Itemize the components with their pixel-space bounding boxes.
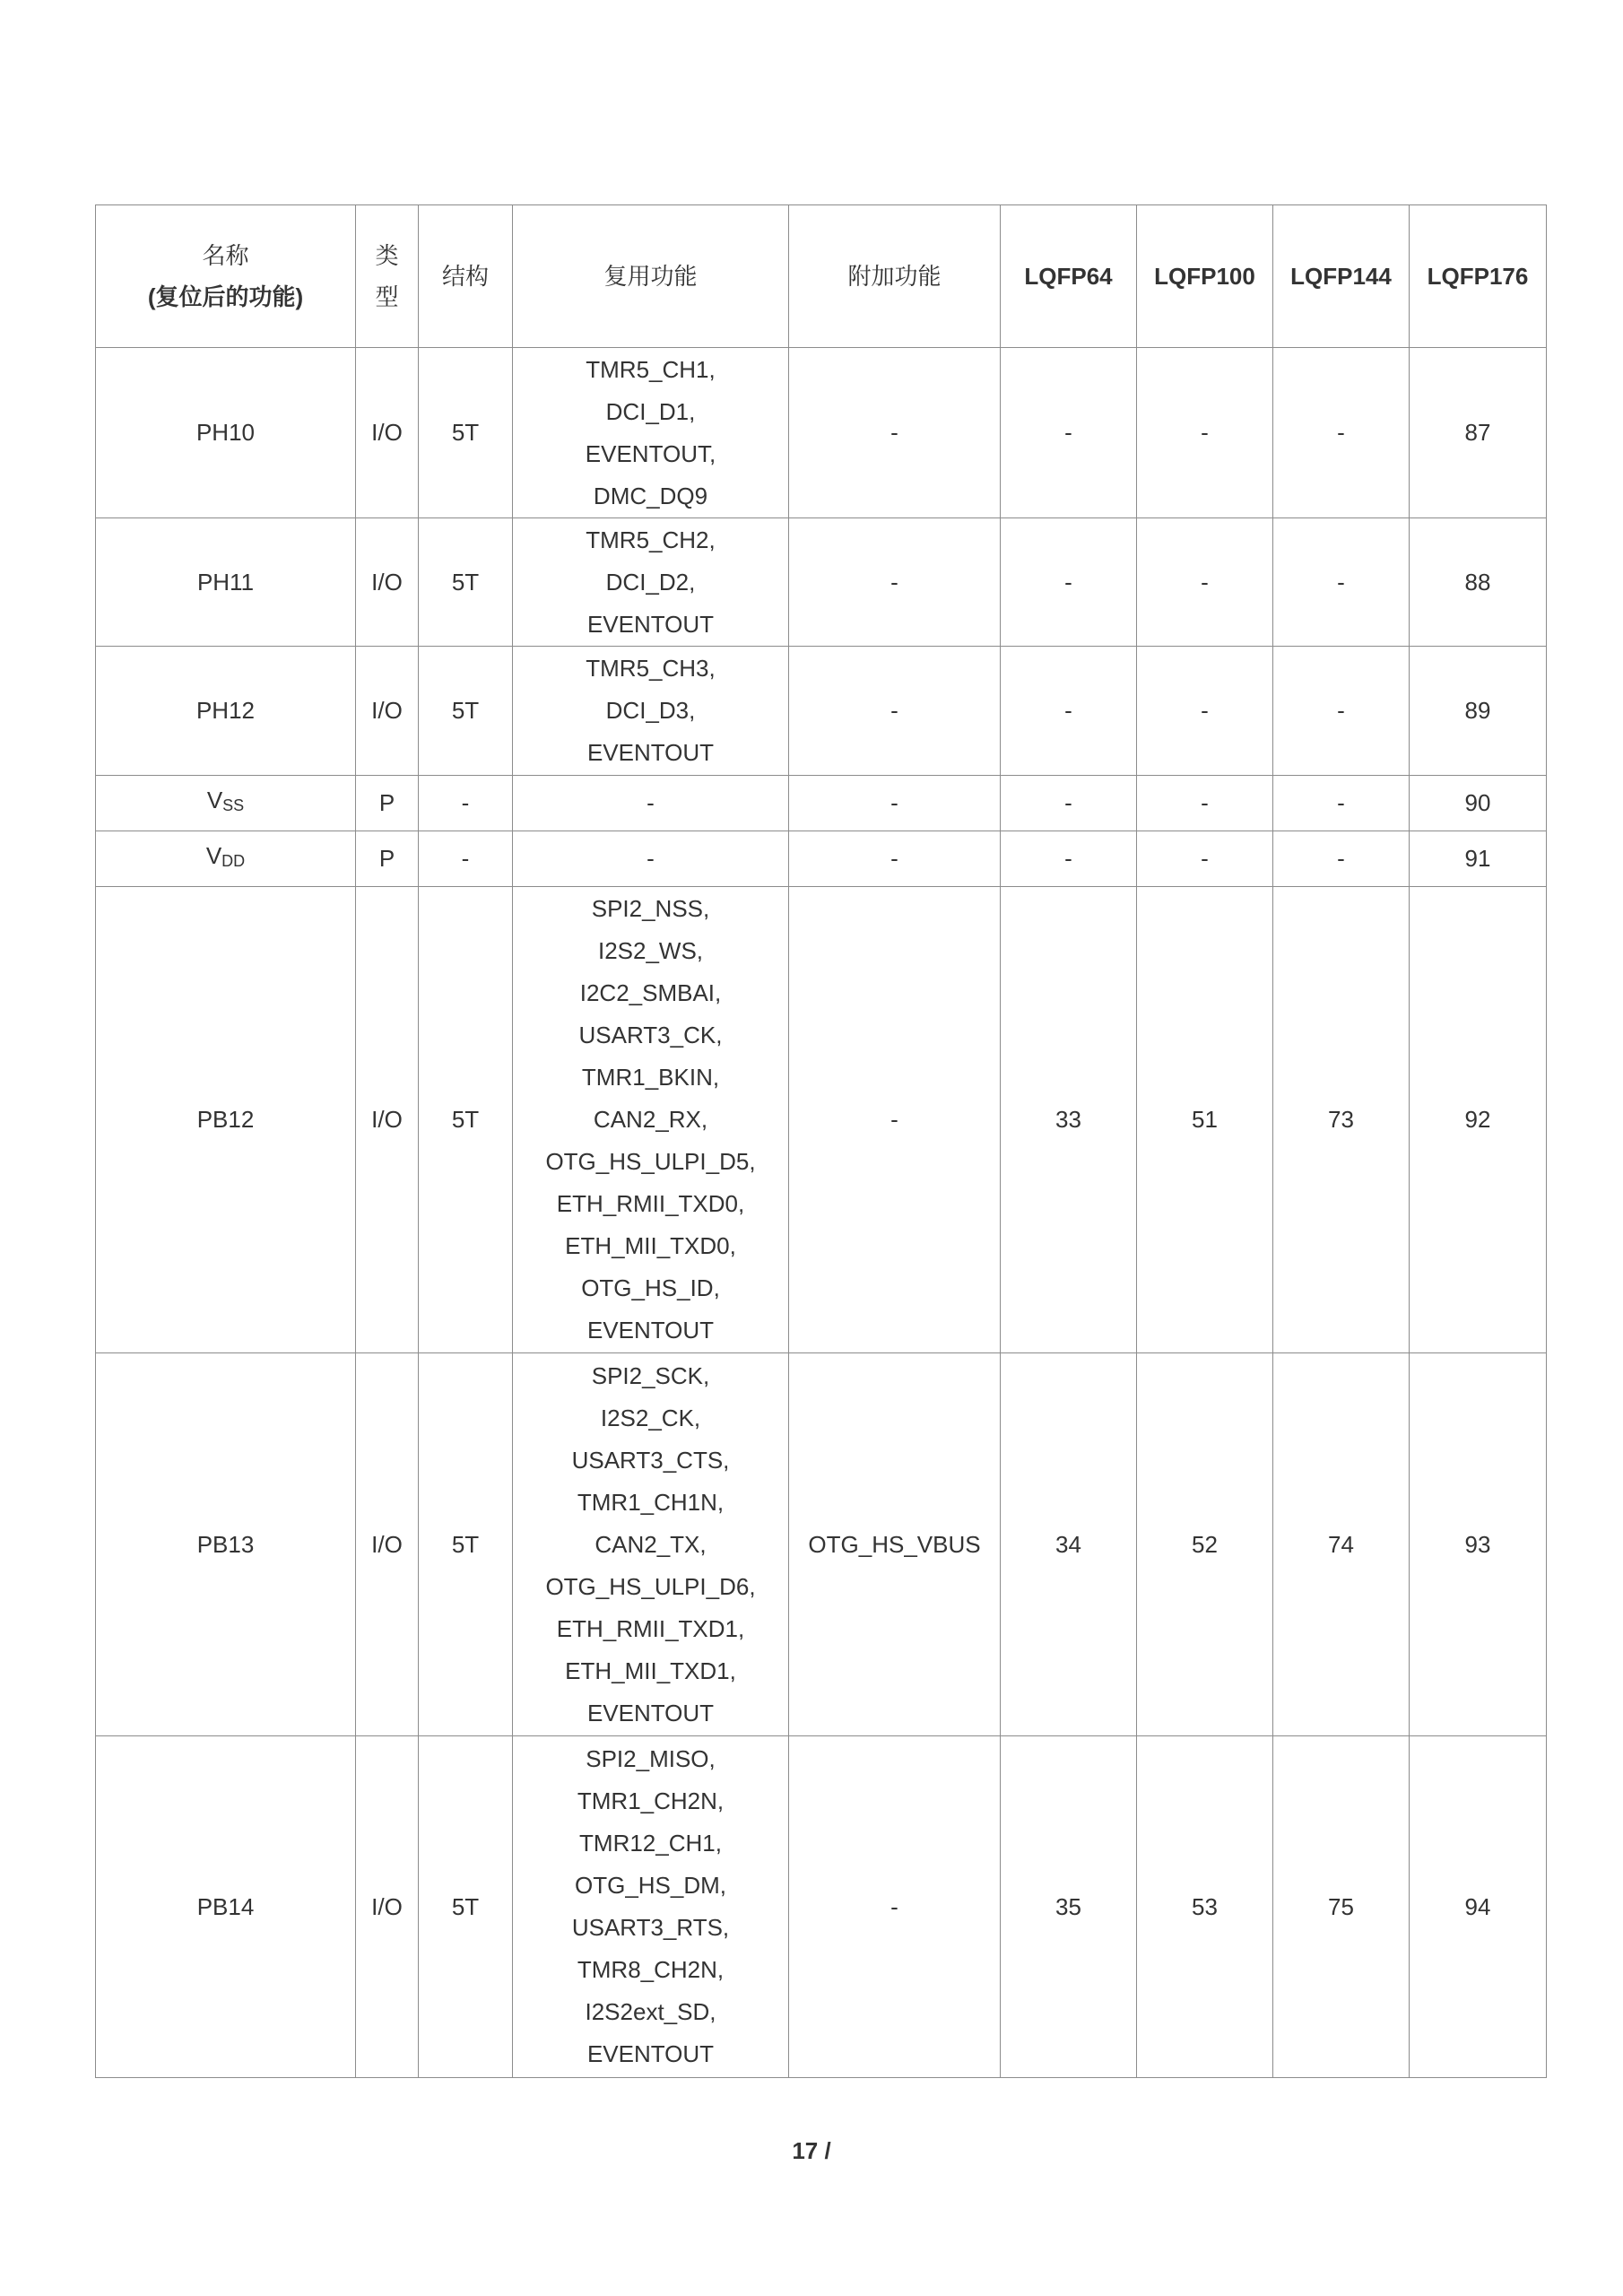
lqfp100-pin: -	[1137, 348, 1273, 518]
lqfp100-pin: 52	[1137, 1353, 1273, 1736]
additional-function: -	[789, 1736, 1001, 2078]
lqfp64-pin: -	[1001, 518, 1137, 647]
pin-type: I/O	[356, 647, 419, 776]
alt-function: USART3_CK,	[578, 1022, 723, 1048]
alt-function: I2C2_SMBAI,	[579, 979, 722, 1006]
alt-function: -	[647, 845, 655, 872]
table-row	[96, 776, 1547, 831]
alt-function: ETH_RMII_TXD0,	[556, 1190, 745, 1217]
pin-structure: 5T	[419, 348, 513, 518]
pin-name-main: V	[205, 842, 222, 869]
pin-name: PB14	[96, 1736, 356, 2078]
page-number: 17 /	[792, 2137, 831, 2164]
lqfp100-pin: -	[1137, 518, 1273, 647]
lqfp144-pin: -	[1273, 831, 1410, 887]
lqfp176-pin: 88	[1410, 518, 1547, 647]
lqfp176-pin: 90	[1410, 776, 1547, 831]
lqfp144-pin: -	[1273, 776, 1410, 831]
table-row	[96, 1353, 1547, 1736]
alt-function: SPI2_SCK,	[591, 1361, 710, 1389]
pin-name	[96, 831, 356, 887]
pin-name-main: V	[206, 787, 223, 813]
alt-function: EVENTOUT	[586, 610, 715, 638]
header-name	[96, 205, 356, 348]
pin-type: P	[356, 776, 419, 831]
header-lqfp176: LQFP176	[1410, 205, 1547, 348]
alt-function: TMR1_CH2N,	[577, 1787, 725, 1814]
alt-functions	[513, 776, 789, 831]
pin-definition-table	[95, 204, 1547, 2078]
lqfp144-pin: 75	[1273, 1736, 1410, 2078]
table-row	[96, 887, 1547, 1353]
alt-functions	[513, 1353, 789, 1736]
header-structure: 结构	[419, 205, 513, 348]
alt-function: USART3_CTS,	[571, 1446, 730, 1474]
additional-function: -	[789, 647, 1001, 776]
header-name-line1: 名称	[202, 242, 249, 269]
pin-structure: 5T	[419, 1353, 513, 1736]
table-row	[96, 831, 1547, 887]
additional-function: -	[789, 776, 1001, 831]
table-header-row	[96, 205, 1547, 348]
alt-function: SPI2_MISO,	[586, 1745, 716, 1772]
alt-function: -	[647, 789, 655, 816]
header-lqfp64: LQFP64	[1001, 205, 1137, 348]
alt-function: USART3_RTS,	[571, 1914, 730, 1941]
alt-function: EVENTOUT	[586, 2040, 715, 2067]
alt-function: DCI_D3,	[605, 697, 696, 724]
lqfp144-pin: -	[1273, 518, 1410, 647]
alt-function: EVENTOUT	[586, 739, 715, 766]
pin-structure: 5T	[419, 647, 513, 776]
alt-function: OTG_HS_ULPI_D6,	[545, 1572, 756, 1600]
pin-structure: -	[419, 776, 513, 831]
alt-function: TMR8_CH2N,	[577, 1956, 725, 1983]
alt-function: EVENTOUT	[586, 1317, 715, 1344]
header-type	[356, 205, 419, 348]
alt-function: EVENTOUT,	[585, 439, 716, 467]
lqfp144-pin: -	[1273, 647, 1410, 776]
lqfp64-pin: 34	[1001, 1353, 1137, 1736]
lqfp100-pin: 51	[1137, 887, 1273, 1353]
alt-function: ETH_MII_TXD0,	[565, 1232, 736, 1259]
alt-functions	[513, 518, 789, 647]
header-lqfp100: LQFP100	[1137, 205, 1273, 348]
alt-functions	[513, 647, 789, 776]
header-name-line2: (复位后的功能)	[147, 283, 304, 310]
additional-function: -	[789, 887, 1001, 1353]
pin-type: I/O	[356, 1353, 419, 1736]
table-row	[96, 518, 1547, 647]
alt-functions	[513, 887, 789, 1353]
lqfp64-pin: -	[1001, 776, 1137, 831]
alt-function: DCI_D1,	[605, 397, 696, 425]
pin-name: PH11	[96, 518, 356, 647]
pin-name: PB12	[96, 887, 356, 1353]
pin-structure: -	[419, 831, 513, 887]
alt-function: I2S2_CK,	[600, 1404, 701, 1431]
pin-type: I/O	[356, 1736, 419, 2078]
pin-name-subscript: DD	[221, 852, 246, 870]
lqfp100-pin: -	[1137, 831, 1273, 887]
lqfp100-pin: -	[1137, 776, 1273, 831]
additional-function: -	[789, 348, 1001, 518]
table-row	[96, 348, 1547, 518]
header-alt-functions: 复用功能	[513, 205, 789, 348]
alt-function: DMC_DQ9	[593, 482, 708, 509]
header-type-line1: 类	[375, 242, 399, 269]
additional-function: -	[789, 518, 1001, 647]
alt-function: DCI_D2,	[605, 568, 696, 596]
alt-function: I2S2_WS,	[597, 937, 704, 964]
alt-function: CAN2_TX,	[595, 1530, 707, 1558]
lqfp64-pin: 33	[1001, 887, 1137, 1353]
alt-function: TMR5_CH1,	[586, 355, 716, 383]
alt-function: OTG_HS_ID,	[581, 1274, 720, 1301]
alt-function: I2S2ext_SD,	[585, 1998, 716, 2025]
alt-functions	[513, 348, 789, 518]
lqfp144-pin: 74	[1273, 1353, 1410, 1736]
pin-name: PH10	[96, 348, 356, 518]
header-lqfp144: LQFP144	[1273, 205, 1410, 348]
pin-name	[96, 776, 356, 831]
lqfp64-pin: -	[1001, 348, 1137, 518]
lqfp64-pin: -	[1001, 831, 1137, 887]
lqfp176-pin: 93	[1410, 1353, 1547, 1736]
pin-name: PH12	[96, 647, 356, 776]
alt-function: EVENTOUT	[586, 1699, 715, 1726]
alt-function: OTG_HS_ULPI_D5,	[545, 1148, 756, 1175]
lqfp176-pin: 91	[1410, 831, 1547, 887]
alt-function: ETH_MII_TXD1,	[565, 1657, 736, 1684]
alt-function: TMR1_BKIN,	[581, 1064, 720, 1091]
pin-name-subscript: SS	[222, 796, 245, 814]
lqfp64-pin: -	[1001, 647, 1137, 776]
alt-function: TMR1_CH1N,	[577, 1488, 725, 1516]
pin-type: I/O	[356, 887, 419, 1353]
pin-structure: 5T	[419, 1736, 513, 2078]
alt-function: TMR12_CH1,	[579, 1830, 722, 1857]
table-row	[96, 647, 1547, 776]
pin-structure: 5T	[419, 887, 513, 1353]
lqfp176-pin: 87	[1410, 348, 1547, 518]
additional-function: OTG_HS_VBUS	[789, 1353, 1001, 1736]
alt-function: CAN2_RX,	[593, 1106, 708, 1133]
lqfp64-pin: 35	[1001, 1736, 1137, 2078]
alt-functions	[513, 831, 789, 887]
header-type-line2: 型	[375, 283, 399, 310]
lqfp100-pin: 53	[1137, 1736, 1273, 2078]
alt-function: SPI2_NSS,	[591, 895, 710, 922]
alt-function: TMR5_CH3,	[586, 655, 716, 682]
lqfp176-pin: 89	[1410, 647, 1547, 776]
lqfp176-pin: 94	[1410, 1736, 1547, 2078]
pin-type: P	[356, 831, 419, 887]
alt-function: TMR5_CH2,	[586, 526, 716, 553]
pin-type: I/O	[356, 348, 419, 518]
header-additional-functions: 附加功能	[789, 205, 1001, 348]
alt-function: ETH_RMII_TXD1,	[556, 1614, 745, 1642]
alt-function: OTG_HS_DM,	[574, 1872, 727, 1899]
additional-function: -	[789, 831, 1001, 887]
table-row	[96, 1736, 1547, 2078]
lqfp100-pin: -	[1137, 647, 1273, 776]
alt-functions	[513, 1736, 789, 2078]
lqfp176-pin: 92	[1410, 887, 1547, 1353]
lqfp144-pin: 73	[1273, 887, 1410, 1353]
lqfp144-pin: -	[1273, 348, 1410, 518]
pin-structure: 5T	[419, 518, 513, 647]
pin-type: I/O	[356, 518, 419, 647]
pin-name: PB13	[96, 1353, 356, 1736]
